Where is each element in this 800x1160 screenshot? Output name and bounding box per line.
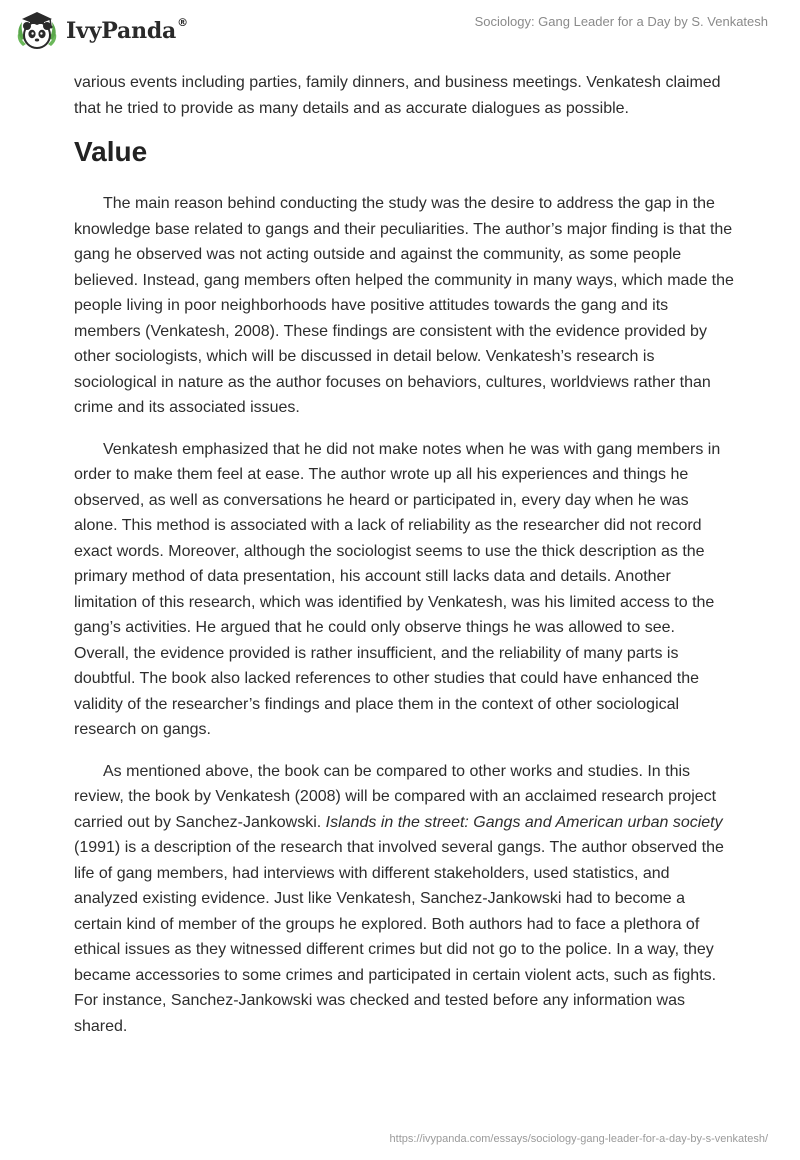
body-paragraph-1: The main reason behind conducting the study was the desire to address the gap in the knowledge base related to gangs and their peculiarities. The author’s major finding is that the gang he observed was not acting outside and against the community, as some people believed. Instead, gang members often helped the community in many ways, which made the people living in poor neighborhoods have positive attitudes towards the gang and its members (Venkatesh, 2008). These findings are consistent with the evidence provided by other sociologists, which will be discussed in detail below. Venkatesh’s research is sociological in nature as the author focuses on behaviors, cultures, worldviews rather than crime and its associated issues. xyxy=(74,195,734,416)
body-paragraph-2: Venkatesh emphasized that he did not make notes when he was with gang members in order to make them feel at ease. The author wrote up all his experiences and things he observed, as well as conversations he heard or participated in, every day when he was alone. This method is associated with a lack of reliability as the researcher did not record exact words. Moreover, although the sociologist seems to use the thick description as the primary method of data presentation, his account still lacks data and details. Another limitation of this research, which was identified by Venkatesh, was his limited access to the gang’s activities. He argued that he could only observe things he was allowed to see. Overall, the evidence provided is rather insufficient, and the reliability of many parts is doubtful. The book also lacked references to other studies that could have enhanced the validity of the researcher’s findings and place them in the context of other sociological research on gangs. xyxy=(74,440,721,738)
paragraph-3-text-before: As mentioned above, the book can be compared to other works and studies. In this review, the book by Venkatesh (2008) will be compared with an acclaimed research project carried out by Sanchez-Jankowski. xyxy=(74,762,717,831)
source-url[interactable]: https://ivypanda.com/essays/sociology-gang-leader-for-a-day-by-s-venkatesh/ xyxy=(389,1133,768,1145)
page-header xyxy=(0,0,800,66)
panda-graduate-icon xyxy=(14,8,60,54)
logo-wordmark: IvyPanda® xyxy=(66,16,188,44)
body-paragraph-3 xyxy=(74,759,734,1040)
ivypanda-logo[interactable] xyxy=(14,8,188,54)
paragraph-3-text-after: (1991) is a description of the research that involved several gangs. The author observed the life of gang members, had interviews with different stakeholders, used statistics, and analyzed existing evidence. Just like Venkatesh, Sanchez-Jankowski had to become a certain kind of member of the groups he explored. Both authors had to face a plethora of ethical issues as they witnessed different crimes but did not go to the police. In a way, they became accessories to some crimes and participated in certain violent acts, such as fights. For instance, Sanchez-Jankowski was checked and tested before any information was shared. xyxy=(74,839,724,1035)
registered-mark: ® xyxy=(177,16,188,29)
essay-content xyxy=(74,70,734,1055)
section-heading: Value xyxy=(74,136,148,167)
book-title-italic: Islands in the street: Gangs and American urban society xyxy=(325,813,723,831)
document-title: Sociology: Gang Leader for a Day by S. Venkatesh xyxy=(474,14,768,29)
intro-paragraph: various events including parties, family dinners, and business meetings. Venkatesh claimed that he tried to provide as many details and as accurate dialogues as possible. xyxy=(74,74,721,117)
